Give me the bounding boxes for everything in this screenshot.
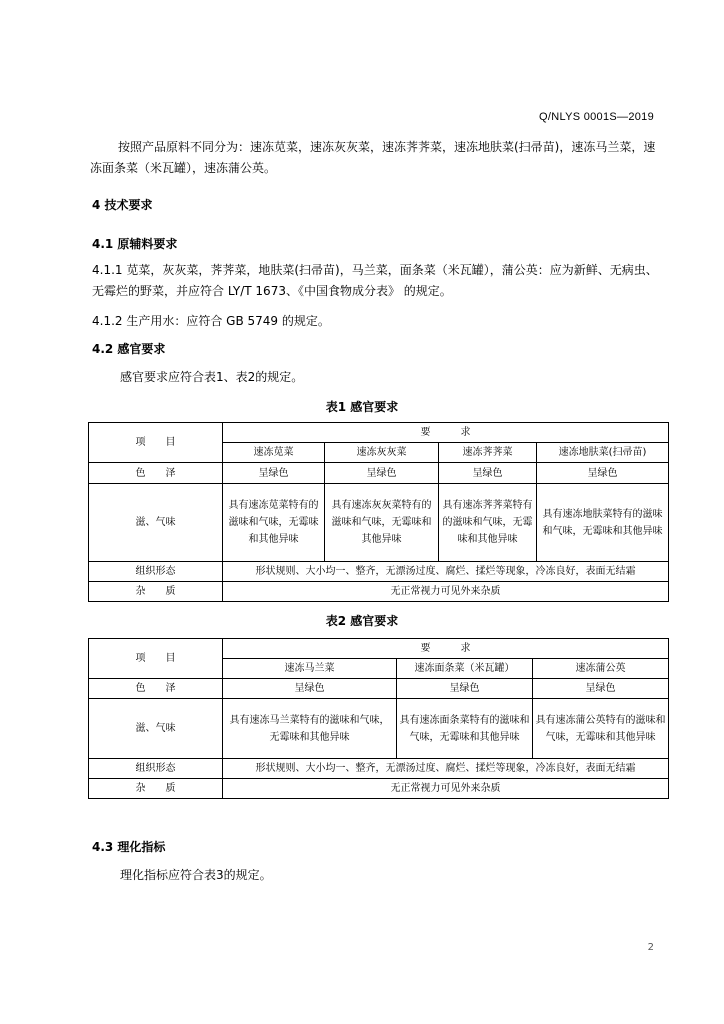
clause-4-1-1: 4.1.1 苋菜，灰灰菜，荠荠菜，地肤菜(扫帚苗)，马兰菜，面条菜（米瓦罐），蒲公英：应为新鲜、无病虫、无霉烂的野菜，并应符合 LY/T 1673、《中国食物成分表》 的规定。	[92, 263, 658, 298]
table-row	[89, 779, 669, 799]
document-code: Q/NLYS 0001S—2019	[539, 111, 654, 123]
item-header: 项 目	[89, 639, 223, 679]
row-label: 杂 质	[89, 779, 223, 799]
table-cell: 形状规则、大小均一、整齐，无漂汤过度、腐烂、揉烂等现象，冷冻良好，表面无结霜	[223, 759, 669, 779]
row-label: 滋、气味	[89, 484, 223, 562]
table-row	[89, 484, 669, 562]
column-header: 速冻蒲公英	[533, 659, 669, 679]
table-cell: 无正常视力可见外来杂质	[223, 779, 669, 799]
table-row	[89, 463, 669, 484]
table-cell: 具有速冻蒲公英特有的滋味和气味，无霉味和其他异味	[533, 699, 669, 759]
table-cell: 具有速冻荠荠菜特有的滋味和气味，无霉味和其他异味	[439, 484, 537, 562]
table-row	[89, 562, 669, 582]
table-row	[89, 699, 669, 759]
table-cell: 呈绿色	[397, 679, 533, 699]
table-cell: 具有速冻面条菜特有的滋味和气味，无霉味和其他异味	[397, 699, 533, 759]
row-label: 色 泽	[89, 679, 223, 699]
column-header: 速冻面条菜（米瓦罐）	[397, 659, 533, 679]
table-cell: 具有速冻马兰菜特有的滋味和气味，无霉味和其他异味	[223, 699, 397, 759]
table-cell: 呈绿色	[223, 463, 325, 484]
table-cell: 呈绿色	[537, 463, 669, 484]
section-4-heading: 4 技术要求	[92, 198, 153, 212]
table-cell: 无正常视力可见外来杂质	[223, 582, 669, 602]
row-label: 组织形态	[89, 759, 223, 779]
table-cell: 具有速冻地肤菜特有的滋味和气味，无霉味和其他异味	[537, 484, 669, 562]
table-row	[89, 759, 669, 779]
table-cell: 形状规则、大小均一、整齐，无漂汤过度、腐烂、揉烂等现象，冷冻良好，表面无结霜	[223, 562, 669, 582]
table-row	[89, 639, 669, 659]
table-2	[88, 638, 669, 799]
table-2-caption: 表2 感官要求	[325, 614, 399, 628]
row-label: 色 泽	[89, 463, 223, 484]
table-cell: 呈绿色	[325, 463, 439, 484]
row-label: 滋、气味	[89, 699, 223, 759]
column-header: 速冻地肤菜(扫帚苗)	[537, 443, 669, 463]
classification-paragraph: 按照产品原料不同分为：速冻苋菜，速冻灰灰菜，速冻荠荠菜，速冻地肤菜(扫帚苗)，速冻马兰菜，速冻面条菜（米瓦罐），速冻蒲公英。	[90, 140, 656, 175]
requirement-header: 要 求	[223, 423, 669, 443]
clause-4-1-2: 4.1.2 生产用水：应符合 GB 5749 的规定。	[92, 314, 330, 328]
column-header: 速冻苋菜	[223, 443, 325, 463]
table-cell: 具有速冻苋菜特有的滋味和气味，无霉味和其他异味	[223, 484, 325, 562]
section-4-1-heading: 4.1 原辅料要求	[92, 237, 178, 251]
section-4-3-heading: 4.3 理化指标	[92, 840, 166, 854]
section-4-2-intro: 感官要求应符合表1、表2的规定。	[120, 370, 304, 384]
row-label: 组织形态	[89, 562, 223, 582]
requirement-header: 要 求	[223, 639, 669, 659]
column-header: 速冻马兰菜	[223, 659, 397, 679]
table-1-caption: 表1 感官要求	[325, 400, 399, 414]
table-cell: 具有速冻灰灰菜特有的滋味和气味，无霉味和其他异味	[325, 484, 439, 562]
table-cell: 呈绿色	[439, 463, 537, 484]
column-header: 速冻灰灰菜	[325, 443, 439, 463]
section-4-2-heading: 4.2 感官要求	[92, 342, 166, 356]
table-cell: 呈绿色	[223, 679, 397, 699]
section-4-3-intro: 理化指标应符合表3的规定。	[120, 868, 272, 882]
table-row	[89, 679, 669, 699]
item-header: 项 目	[89, 423, 223, 463]
table-1	[88, 422, 669, 602]
table-cell: 呈绿色	[533, 679, 669, 699]
table-row	[89, 423, 669, 443]
column-header: 速冻荠荠菜	[439, 443, 537, 463]
row-label: 杂 质	[89, 582, 223, 602]
table-row	[89, 582, 669, 602]
page-number: 2	[647, 942, 654, 953]
